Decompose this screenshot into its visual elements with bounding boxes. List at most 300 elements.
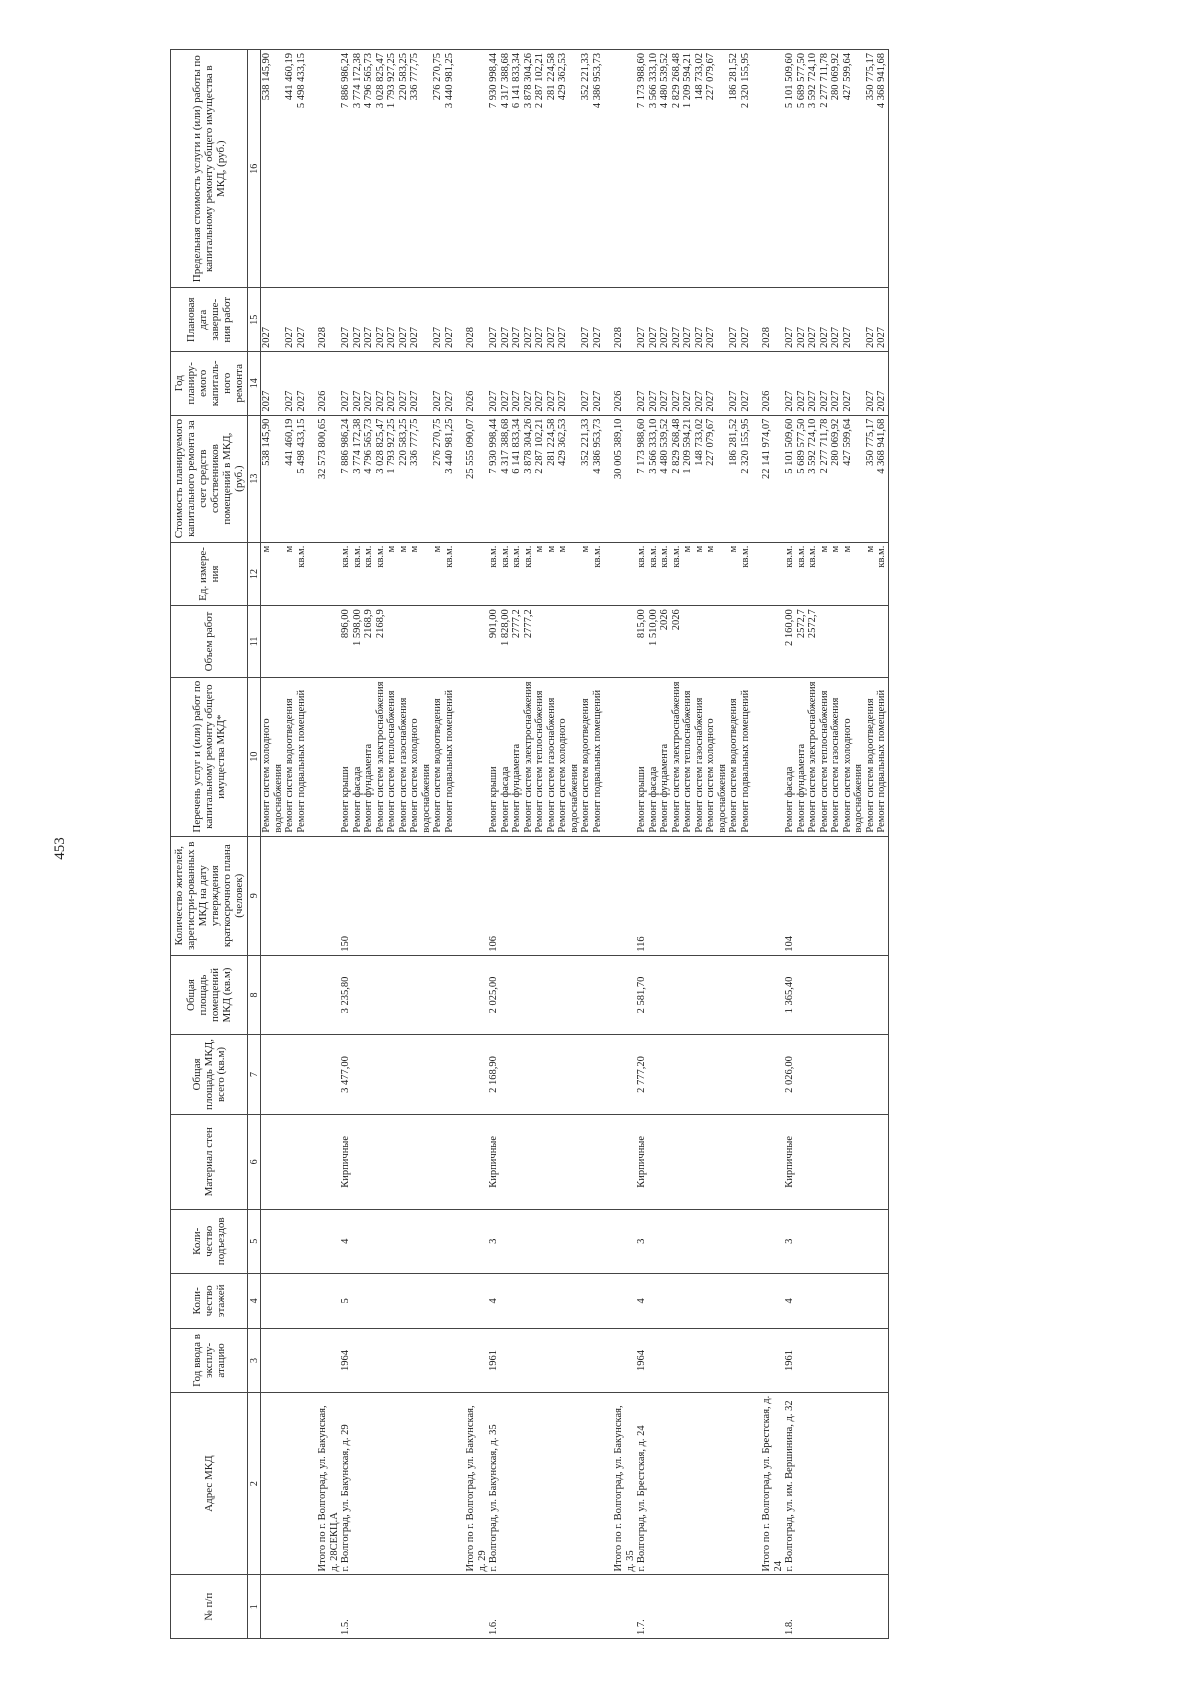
total-cost: 22 141 974,07	[761, 415, 784, 542]
spacer-cell	[751, 1035, 761, 1114]
unit-cell: кв.м.	[740, 542, 752, 606]
year-built-cell	[534, 1329, 546, 1393]
residents-cell	[386, 836, 398, 955]
area-total-cell	[284, 1035, 296, 1114]
residents-cell	[671, 836, 683, 955]
limit-cell: 148 733,02	[694, 50, 706, 288]
entrances-cell	[511, 1210, 523, 1274]
year-built-cell	[796, 1329, 808, 1393]
spacer-cell	[307, 1210, 317, 1274]
cost-cell: 4 386 953,73	[592, 415, 604, 542]
area-total-cell	[592, 1035, 604, 1114]
year-built-cell	[876, 1329, 888, 1393]
walls-cell	[352, 1114, 364, 1209]
limit-cell: 429 362,53	[557, 50, 580, 288]
entrances-cell	[409, 1210, 432, 1274]
limit-cell: 7 886 986,24	[340, 50, 352, 288]
entrances-cell	[876, 1210, 888, 1274]
entrances-cell	[534, 1210, 546, 1274]
unit-cell: кв.м.	[488, 542, 500, 606]
table-cell	[317, 50, 340, 288]
total-year: 2026	[465, 352, 488, 416]
table-row	[386, 50, 398, 1639]
work-cell: Ремонт систем холодного водоснабжения	[409, 677, 432, 836]
area-total-cell	[375, 1035, 387, 1114]
table-cell	[761, 1329, 784, 1393]
area-total-cell	[511, 1035, 523, 1114]
address-cell	[671, 1392, 683, 1575]
floors-cell	[740, 1273, 752, 1329]
spacer-cell	[603, 1114, 613, 1209]
unit-cell: м	[261, 542, 285, 606]
address-cell	[398, 1392, 410, 1575]
row-number	[671, 1575, 683, 1639]
table-cell	[613, 955, 636, 1034]
area-total-cell: 2 777,20	[636, 1035, 648, 1114]
column-header: Коли-чество этажей	[171, 1273, 248, 1329]
unit-cell: м	[557, 542, 580, 606]
area-rooms-cell	[659, 955, 671, 1034]
walls-cell	[363, 1114, 375, 1209]
walls-cell	[284, 1114, 296, 1209]
work-cell: Ремонт систем холодного водоснабжения	[261, 677, 285, 836]
date-cell: 2027	[398, 288, 410, 352]
date-cell: 2027	[375, 288, 387, 352]
limit-cell: 2 320 155,95	[740, 50, 752, 288]
cost-cell: 1 209 594,21	[682, 415, 694, 542]
spacer-cell	[603, 50, 613, 288]
row-number	[740, 1575, 752, 1639]
residents-cell	[534, 836, 546, 955]
date-cell: 2027	[842, 288, 865, 352]
row-number	[796, 1575, 808, 1639]
total-cost: 32 573 800,65	[317, 415, 340, 542]
row-number	[580, 1575, 592, 1639]
year-built-cell	[740, 1329, 752, 1393]
table-cell	[465, 677, 488, 836]
entrances-cell	[580, 1210, 592, 1274]
entrances-cell: 3	[636, 1210, 648, 1274]
address-cell	[523, 1392, 535, 1575]
spacer-cell	[455, 955, 465, 1034]
spacer-cell	[307, 288, 317, 352]
area-rooms-cell	[648, 955, 660, 1034]
year-built-cell	[865, 1329, 877, 1393]
residents-cell	[705, 836, 728, 955]
address-cell: г. Волгоград, ул. им. Вершинина, д. 32	[784, 1392, 796, 1575]
year-built-cell	[592, 1329, 604, 1393]
entrances-cell	[352, 1210, 364, 1274]
table-cell	[613, 1210, 636, 1274]
row-number	[261, 1575, 285, 1639]
floors-cell	[830, 1273, 842, 1329]
residents-cell	[842, 836, 865, 955]
volume-cell: 2168,9	[375, 606, 387, 678]
column-header: Год планиру-емого капиталь-ного ремонта	[171, 352, 248, 416]
floors-cell: 4	[488, 1273, 500, 1329]
entrances-cell: 3	[784, 1210, 796, 1274]
work-cell: Ремонт систем холодного водоснабжения	[842, 677, 865, 836]
date-cell: 2027	[694, 288, 706, 352]
spacer-cell	[751, 542, 761, 606]
date-cell: 2027	[511, 288, 523, 352]
table-row	[375, 50, 387, 1639]
column-number: 16	[248, 50, 261, 288]
walls-cell	[261, 1114, 285, 1209]
row-number	[523, 1575, 535, 1639]
cost-cell: 4 317 388,68	[500, 415, 512, 542]
entrances-cell	[842, 1210, 865, 1274]
spacer-cell	[751, 415, 761, 542]
entrances-cell	[557, 1210, 580, 1274]
floors-cell	[296, 1273, 308, 1329]
entrances-cell	[694, 1210, 706, 1274]
residents-cell	[523, 836, 535, 955]
date-cell: 2027	[352, 288, 364, 352]
walls-cell: Кирпичные	[636, 1114, 648, 1209]
table-row	[444, 50, 456, 1639]
spacer-row	[455, 50, 465, 1639]
address-cell	[432, 1392, 444, 1575]
spacer-row	[307, 50, 317, 1639]
date-cell: 2027	[444, 288, 456, 352]
volume-cell	[386, 606, 398, 678]
entrances-cell	[740, 1210, 752, 1274]
work-cell: Ремонт систем электроснабжения	[375, 677, 387, 836]
date-cell: 2027	[261, 288, 285, 352]
spacer-cell	[751, 352, 761, 416]
cost-cell: 148 733,02	[694, 415, 706, 542]
year-cell: 2027	[784, 352, 796, 416]
residents-cell	[444, 836, 456, 955]
date-cell: 2027	[807, 288, 819, 352]
area-total-cell	[648, 1035, 660, 1114]
floors-cell: 5	[340, 1273, 352, 1329]
walls-cell	[398, 1114, 410, 1209]
volume-cell: 2026	[671, 606, 683, 678]
spacer-cell	[455, 542, 465, 606]
date-cell: 2027	[796, 288, 808, 352]
floors-cell	[363, 1273, 375, 1329]
table-cell	[613, 542, 636, 606]
volume-cell	[534, 606, 546, 678]
cost-cell: 350 775,17	[865, 415, 877, 542]
column-header: Общая площадь МКД, всего (кв.м)	[171, 1035, 248, 1114]
work-cell: Ремонт фундамента	[363, 677, 375, 836]
column-header: Ед. измере-ния	[171, 542, 248, 606]
volume-cell	[876, 606, 888, 678]
year-cell: 2027	[659, 352, 671, 416]
cost-cell: 227 079,67	[705, 415, 728, 542]
area-rooms-cell	[444, 955, 456, 1034]
limit-cell: 3 566 333,10	[648, 50, 660, 288]
area-total-cell	[705, 1035, 728, 1114]
column-number: 5	[248, 1210, 261, 1274]
row-number	[546, 1575, 558, 1639]
date-cell: 2027	[636, 288, 648, 352]
date-cell: 2027	[363, 288, 375, 352]
area-rooms-cell	[694, 955, 706, 1034]
spacer-cell	[751, 1114, 761, 1209]
limit-cell: 1 209 594,21	[682, 50, 694, 288]
unit-cell: м	[432, 542, 444, 606]
walls-cell	[671, 1114, 683, 1209]
date-cell: 2027	[740, 288, 752, 352]
table-cell	[761, 1114, 784, 1209]
spacer-cell	[455, 1392, 465, 1575]
residents-cell	[740, 836, 752, 955]
area-rooms-cell	[432, 955, 444, 1034]
spacer-cell	[455, 50, 465, 288]
table-row	[784, 50, 796, 1639]
floors-cell	[444, 1273, 456, 1329]
residents-cell	[694, 836, 706, 955]
table-cell	[465, 836, 488, 955]
table-row	[534, 50, 546, 1639]
row-number: 1.8.	[784, 1575, 796, 1639]
spacer-cell	[455, 1210, 465, 1274]
area-total-cell	[352, 1035, 364, 1114]
limit-cell: 4 480 539,52	[659, 50, 671, 288]
floors-cell	[671, 1273, 683, 1329]
year-built-cell	[284, 1329, 296, 1393]
unit-cell: кв.м.	[511, 542, 523, 606]
spacer-cell	[603, 1392, 613, 1575]
area-rooms-cell: 3 235,80	[340, 955, 352, 1034]
spacer-cell	[603, 1575, 613, 1639]
entrances-cell: 3	[488, 1210, 500, 1274]
date-cell: 2027	[580, 288, 592, 352]
row-number	[659, 1575, 671, 1639]
area-total-cell	[296, 1035, 308, 1114]
total-row	[761, 50, 784, 1639]
total-year: 2026	[613, 352, 636, 416]
table-cell	[761, 606, 784, 678]
unit-cell: кв.м.	[523, 542, 535, 606]
walls-cell	[534, 1114, 546, 1209]
area-total-cell	[398, 1035, 410, 1114]
table-row	[409, 50, 432, 1639]
date-cell: 2027	[592, 288, 604, 352]
table-cell	[465, 606, 488, 678]
year-cell: 2027	[398, 352, 410, 416]
work-cell: Ремонт фасада	[648, 677, 660, 836]
area-rooms-cell	[375, 955, 387, 1034]
entrances-cell	[444, 1210, 456, 1274]
work-cell: Ремонт систем водоотведения	[432, 677, 444, 836]
address-cell	[534, 1392, 546, 1575]
residents-cell	[398, 836, 410, 955]
cost-cell: 2 320 155,95	[740, 415, 752, 542]
limit-cell: 1 793 927,25	[386, 50, 398, 288]
walls-cell	[659, 1114, 671, 1209]
walls-cell	[682, 1114, 694, 1209]
limit-cell: 5 101 509,60	[784, 50, 796, 288]
floors-cell	[511, 1273, 523, 1329]
address-cell	[705, 1392, 728, 1575]
walls-cell	[511, 1114, 523, 1209]
row-number	[432, 1575, 444, 1639]
residents-cell	[865, 836, 877, 955]
cost-cell: 280 069,92	[830, 415, 842, 542]
unit-cell: кв.м.	[592, 542, 604, 606]
address-cell	[819, 1392, 831, 1575]
spacer-cell	[603, 1210, 613, 1274]
work-cell: Ремонт систем электроснабжения	[807, 677, 819, 836]
volume-cell	[842, 606, 865, 678]
table-row	[740, 50, 752, 1639]
area-rooms-cell: 1 365,40	[784, 955, 796, 1034]
area-total-cell	[842, 1035, 865, 1114]
total-cost: 30 005 389,10	[613, 415, 636, 542]
floors-cell	[659, 1273, 671, 1329]
table-row	[592, 50, 604, 1639]
floors-cell	[705, 1273, 728, 1329]
year-built-cell	[352, 1329, 364, 1393]
residents-cell	[557, 836, 580, 955]
table-row	[865, 50, 877, 1639]
column-header: Адрес МКД	[171, 1392, 248, 1575]
entrances-cell	[375, 1210, 387, 1274]
entrances-cell	[523, 1210, 535, 1274]
date-cell: 2027	[728, 288, 740, 352]
column-number: 2	[248, 1392, 261, 1575]
area-rooms-cell	[409, 955, 432, 1034]
year-built-cell	[830, 1329, 842, 1393]
table-row	[284, 50, 296, 1639]
volume-cell	[819, 606, 831, 678]
work-cell: Ремонт систем холодного водоснабжения	[705, 677, 728, 836]
walls-cell	[728, 1114, 740, 1209]
area-rooms-cell: 2 025,00	[488, 955, 500, 1034]
residents-cell: 116	[636, 836, 648, 955]
area-rooms-cell	[728, 955, 740, 1034]
total-label: Итого по г. Волгоград, ул. Бакунская, д. 35	[613, 1392, 636, 1575]
volume-cell: 896,00	[340, 606, 352, 678]
area-rooms-cell	[671, 955, 683, 1034]
year-cell: 2027	[705, 352, 728, 416]
row-number	[682, 1575, 694, 1639]
limit-cell: 4 317 388,68	[500, 50, 512, 288]
work-cell: Ремонт систем теплоснабжения	[819, 677, 831, 836]
date-cell: 2027	[340, 288, 352, 352]
spacer-row	[603, 50, 613, 1639]
year-cell: 2027	[557, 352, 580, 416]
year-built-cell	[363, 1329, 375, 1393]
table-row	[557, 50, 580, 1639]
area-total-cell	[557, 1035, 580, 1114]
unit-cell: м	[819, 542, 831, 606]
area-rooms-cell	[830, 955, 842, 1034]
year-built-cell	[557, 1329, 580, 1393]
spacer-cell	[307, 415, 317, 542]
limit-cell: 186 281,52	[728, 50, 740, 288]
cost-cell: 352 221,33	[580, 415, 592, 542]
address-cell	[409, 1392, 432, 1575]
residents-cell	[284, 836, 296, 955]
table-cell	[613, 1273, 636, 1329]
column-header: Плановая дата заверше-ния работ	[171, 288, 248, 352]
area-rooms-cell	[534, 955, 546, 1034]
volume-cell	[740, 606, 752, 678]
floors-cell	[432, 1273, 444, 1329]
volume-cell	[261, 606, 285, 678]
spacer-cell	[603, 1273, 613, 1329]
limit-cell: 3 592 724,10	[807, 50, 819, 288]
floors-cell	[876, 1273, 888, 1329]
area-rooms-cell	[398, 955, 410, 1034]
entrances-cell	[296, 1210, 308, 1274]
unit-cell: м	[386, 542, 398, 606]
row-number	[819, 1575, 831, 1639]
area-rooms-cell	[876, 955, 888, 1034]
year-built-cell	[682, 1329, 694, 1393]
entrances-cell	[807, 1210, 819, 1274]
table-cell	[613, 606, 636, 678]
floors-cell	[796, 1273, 808, 1329]
limit-cell: 3 774 172,38	[352, 50, 364, 288]
cost-cell: 427 599,64	[842, 415, 865, 542]
year-built-cell	[659, 1329, 671, 1393]
entrances-cell	[592, 1210, 604, 1274]
walls-cell	[796, 1114, 808, 1209]
table-row	[546, 50, 558, 1639]
limit-cell: 336 777,75	[409, 50, 432, 288]
unit-cell: кв.м.	[444, 542, 456, 606]
area-rooms-cell	[842, 955, 865, 1034]
volume-cell: 2026	[659, 606, 671, 678]
area-rooms-cell	[261, 955, 285, 1034]
date-cell: 2027	[523, 288, 535, 352]
unit-cell: кв.м.	[340, 542, 352, 606]
table-row	[705, 50, 728, 1639]
entrances-cell	[659, 1210, 671, 1274]
table-row	[636, 50, 648, 1639]
unit-cell: м	[694, 542, 706, 606]
walls-cell	[546, 1114, 558, 1209]
walls-cell: Кирпичные	[784, 1114, 796, 1209]
limit-cell: 3 028 825,47	[375, 50, 387, 288]
year-cell: 2027	[819, 352, 831, 416]
floors-cell	[409, 1273, 432, 1329]
limit-cell: 2 277 711,78	[819, 50, 831, 288]
column-header: Предельная стоимость услуги и (или) работы по капитальному ремонту общего имущества в МКД, (руб.)	[171, 50, 248, 288]
limit-cell: 281 224,58	[546, 50, 558, 288]
residents-cell	[728, 836, 740, 955]
spacer-cell	[455, 1114, 465, 1209]
residents-cell: 104	[784, 836, 796, 955]
address-cell: г. Волгоград, ул. Брестская, д. 24	[636, 1392, 648, 1575]
unit-cell: м	[580, 542, 592, 606]
year-built-cell	[546, 1329, 558, 1393]
volume-cell	[865, 606, 877, 678]
unit-cell: кв.м.	[784, 542, 796, 606]
table-row	[807, 50, 819, 1639]
volume-cell: 2572,7	[796, 606, 808, 678]
row-number	[534, 1575, 546, 1639]
work-cell: Ремонт крыши	[340, 677, 352, 836]
total-label: Итого по г. Волгоград, ул. Бакунская, д. 29	[465, 1392, 488, 1575]
year-cell: 2027	[375, 352, 387, 416]
cost-cell: 220 583,25	[398, 415, 410, 542]
row-number	[557, 1575, 580, 1639]
work-cell: Ремонт фундамента	[659, 677, 671, 836]
year-built-cell	[261, 1329, 285, 1393]
table-cell	[761, 542, 784, 606]
total-date: 2028	[317, 288, 340, 352]
address-cell	[363, 1392, 375, 1575]
row-number	[592, 1575, 604, 1639]
